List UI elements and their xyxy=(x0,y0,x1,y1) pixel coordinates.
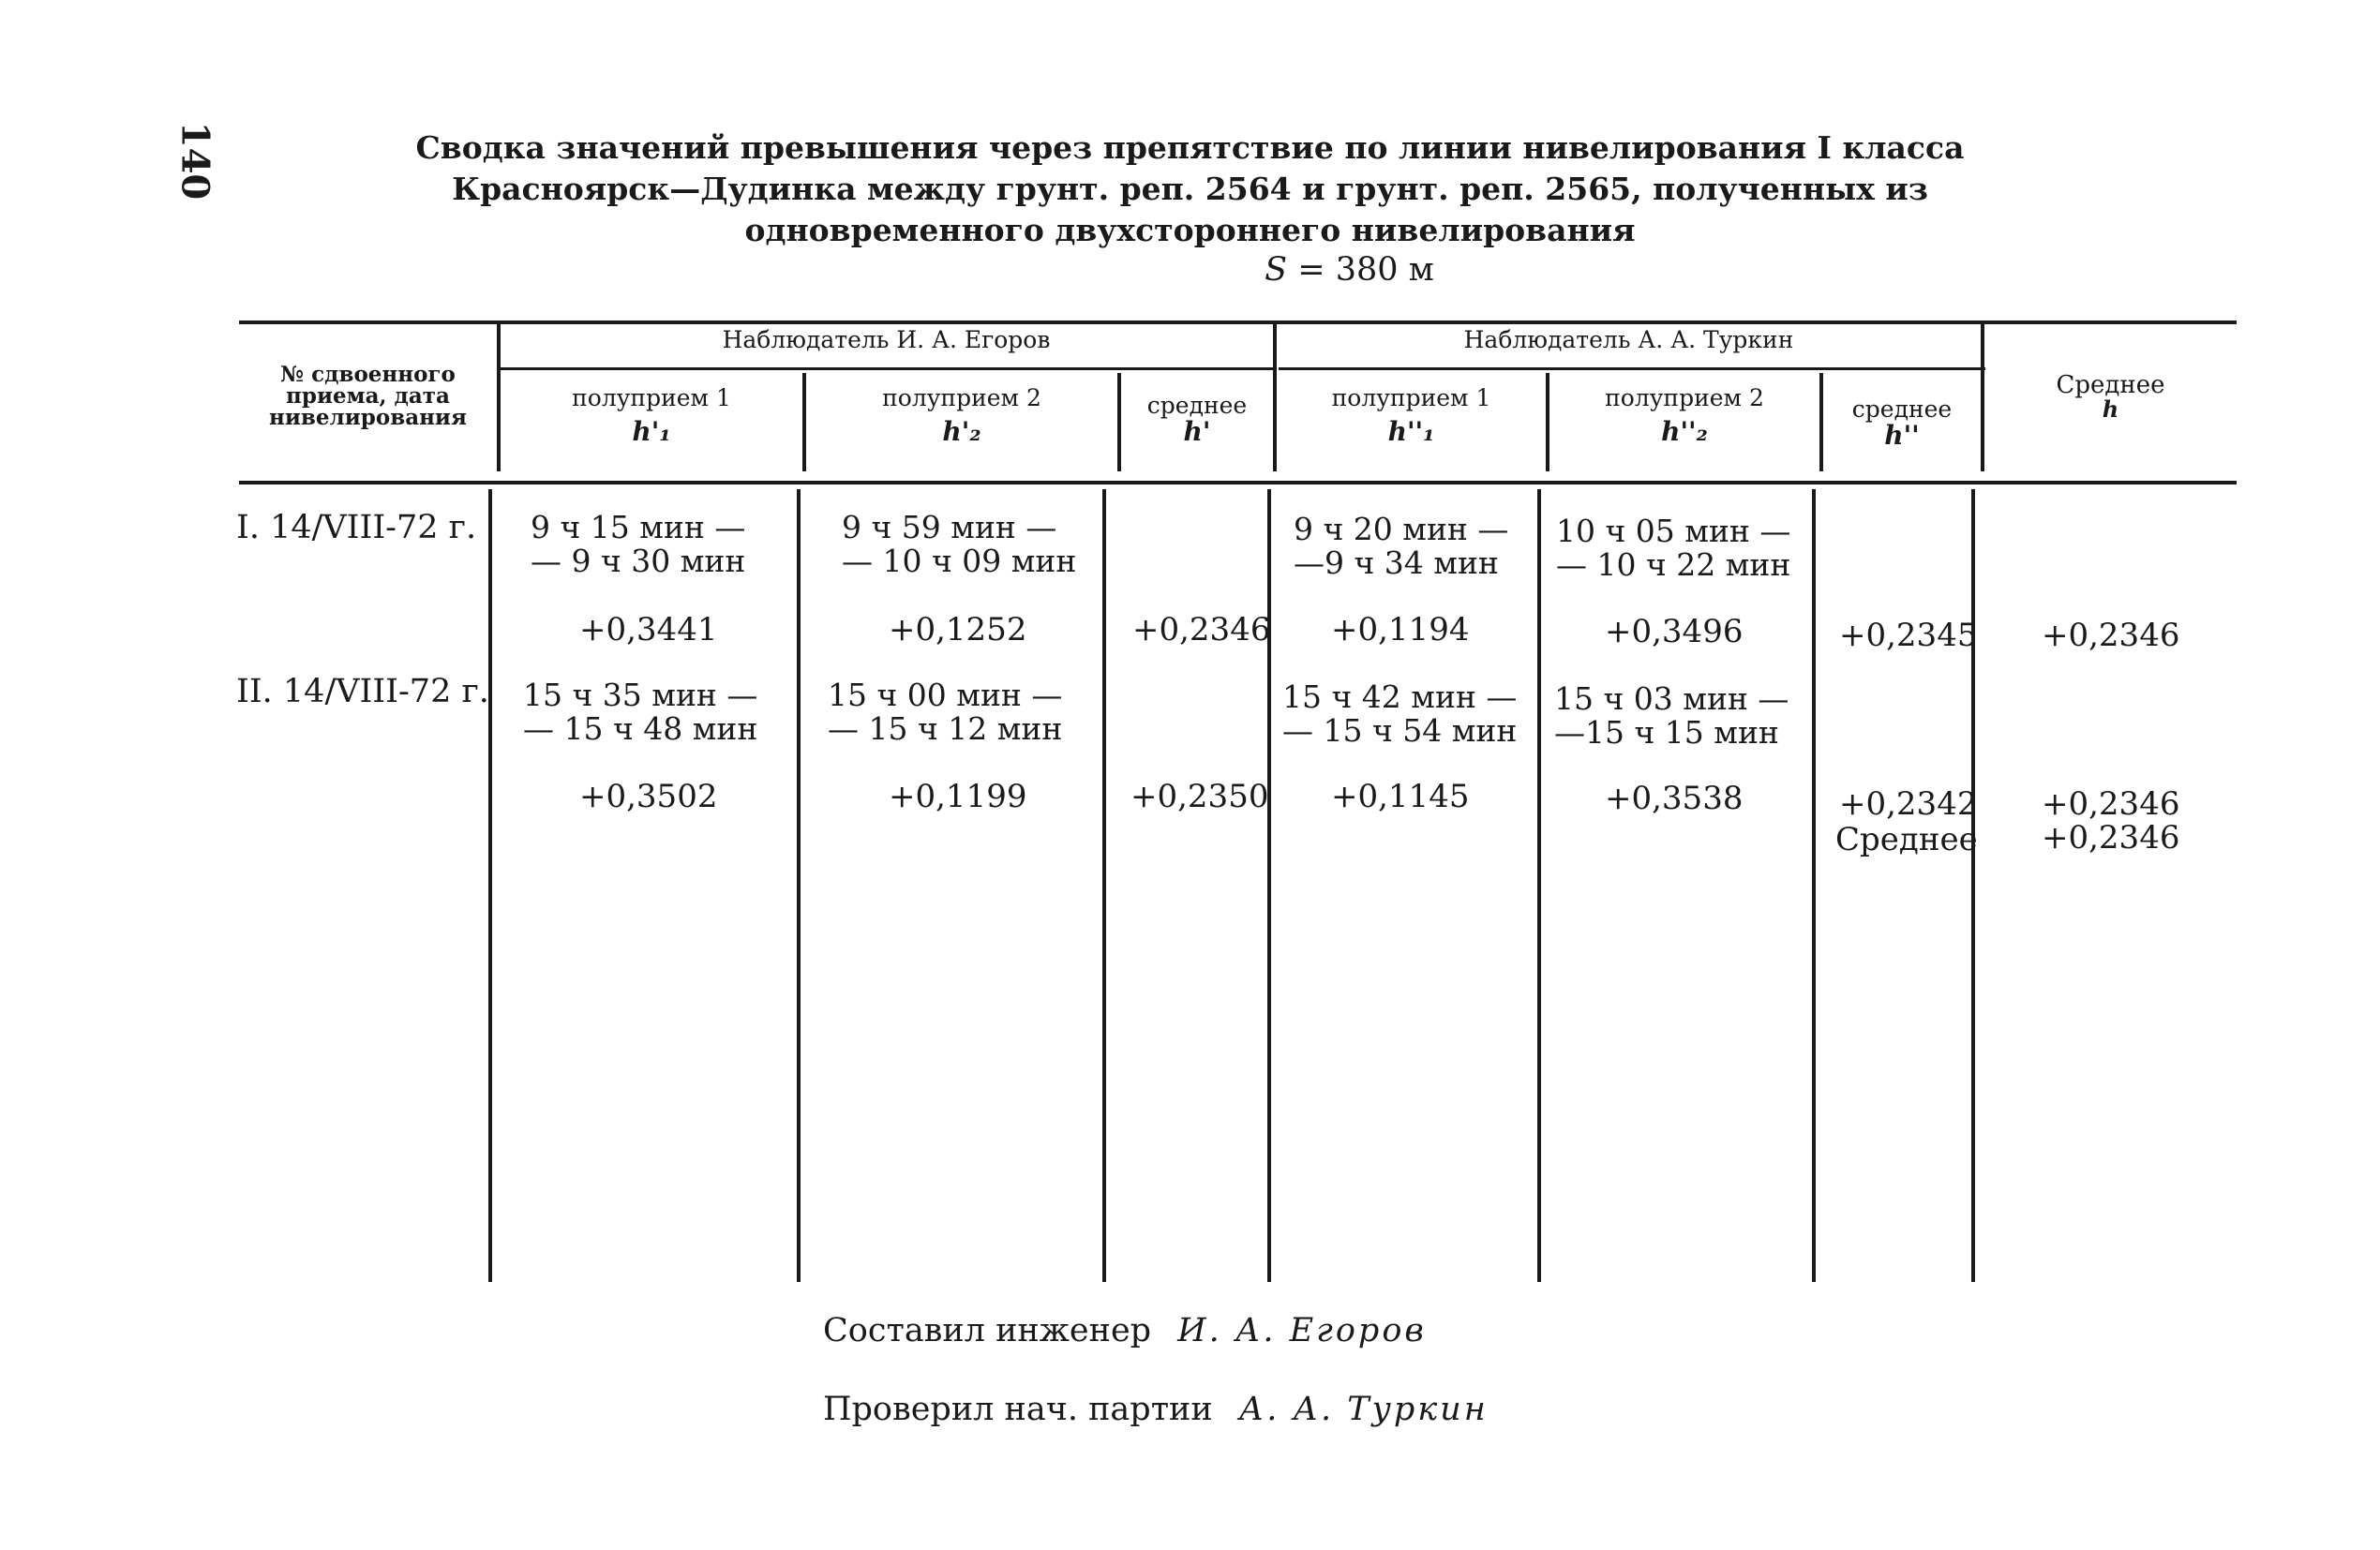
checked-name: А. А. Туркин xyxy=(1238,1391,1489,1428)
group-header-turkin: Наблюдатель А. А. Туркин xyxy=(1463,326,1794,353)
row-2-h-prime: +0,2350 xyxy=(1130,778,1269,815)
row-2-h-double: +0,2342 xyxy=(1839,785,1978,823)
row-2-time-h1-prime xyxy=(523,678,757,746)
overall-mean-value: +0,2346 xyxy=(2042,819,2180,857)
row-1-h1-double: +0,1194 xyxy=(1331,611,1470,648)
group-rule-right xyxy=(1279,367,1985,370)
signature-checked: Проверил нач. партии А. А. Туркин xyxy=(823,1391,1489,1428)
row-1-time-h1-prime-line-1: 9 ч 15 мин — xyxy=(531,509,746,545)
row-2-h-mean: +0,2346 xyxy=(2042,785,2180,823)
row-1-h-mean: +0,2346 xyxy=(2042,617,2180,654)
row-1-time-h1-double-line-2: —9 ч 34 мин xyxy=(1294,544,1499,581)
row-2-time-h2-double-line-2: —15 ч 15 мин xyxy=(1554,714,1779,751)
row-1-h-double: +0,2345 xyxy=(1839,617,1978,654)
page-number: 140 xyxy=(172,121,217,201)
row-1-h2-prime: +0,1252 xyxy=(889,611,1027,648)
row-2-time-h1-prime-line-2: — 15 ч 48 мин xyxy=(523,710,758,747)
row-2-time-h2-prime xyxy=(828,678,1062,746)
distance-value: = 380 м xyxy=(1297,251,1434,289)
row-2-time-h1-prime-line-1: 15 ч 35 мин — xyxy=(523,677,758,713)
row-1-id: I. 14/VIII-72 г. xyxy=(236,509,477,546)
row-2-time-h2-prime-line-2: — 15 ч 12 мин xyxy=(828,710,1063,747)
body-divider-6 xyxy=(1812,489,1816,1282)
row-2-time-h1-double-line-1: 15 ч 42 мин — xyxy=(1282,678,1518,715)
row-2-h1-double: +0,1145 xyxy=(1331,778,1470,815)
title-line-1: Сводка значений превышения через препятствие по линии нивелирования I класса xyxy=(415,129,1965,166)
row-1-h1-prime: +0,3441 xyxy=(579,611,718,648)
row-2-h2-prime: +0,1199 xyxy=(889,778,1027,815)
body-divider-5 xyxy=(1537,489,1541,1282)
col-header-h2-double: полуприем 2 h''₂ xyxy=(1605,384,1764,447)
table-top-rule xyxy=(239,320,2237,324)
col-header-h1-prime: полуприем 1 h'₁ xyxy=(572,384,731,447)
body-divider-3 xyxy=(1102,489,1106,1282)
row-2-time-h2-double-line-1: 15 ч 03 мин — xyxy=(1554,680,1789,717)
group-header-egorov: Наблюдатель И. А. Егоров xyxy=(722,326,1051,353)
body-divider-4 xyxy=(1267,489,1271,1282)
row-2-h2-double: +0,3538 xyxy=(1605,780,1744,817)
body-divider-2 xyxy=(797,489,801,1282)
row-1-time-h1-double xyxy=(1294,513,1508,580)
row-2-h1-prime: +0,3502 xyxy=(579,778,718,815)
col-header-h1-double: полуприем 1 h''₁ xyxy=(1331,384,1491,447)
signature-compiled: Составил инженер И. А. Егоров xyxy=(823,1312,1427,1349)
body-divider-7 xyxy=(1971,489,1975,1282)
compiled-name: И. А. Егоров xyxy=(1177,1312,1427,1349)
row-1-time-h1-double-line-1: 9 ч 20 мин — xyxy=(1294,511,1509,547)
col-header-h-mean: Среднее h xyxy=(2056,371,2165,423)
group-rule-left xyxy=(500,367,1273,370)
row-2-time-h1-double xyxy=(1282,680,1517,748)
header-bottom-rule xyxy=(239,481,2237,484)
row-1-time-h2-prime xyxy=(842,511,1076,578)
distance-line xyxy=(159,251,2380,289)
row-1-time-h2-double-line-2: — 10 ч 22 мин xyxy=(1556,546,1791,583)
row-1-time-h2-prime-line-2: — 10 ч 09 мин xyxy=(842,543,1077,579)
col-header-h-double: среднее h'' xyxy=(1851,395,1953,451)
row-1-time-h1-prime-line-2: — 9 ч 30 мин xyxy=(531,543,746,579)
body-divider-1 xyxy=(488,489,492,1282)
row-2-time-h2-double xyxy=(1554,682,1789,750)
row-2-time-h1-double-line-2: — 15 ч 54 мин xyxy=(1282,712,1518,749)
title-line-2: Красноярск—Дудинка между грунт. реп. 2564 и грунт. реп. 2565, полученных из xyxy=(452,171,1928,207)
distance-symbol: S xyxy=(1265,251,1288,289)
row-2-id: II. 14/VIII-72 г. xyxy=(236,673,489,710)
row-1-time-h2-double-line-1: 10 ч 05 мин — xyxy=(1556,513,1791,549)
row-1-h-prime: +0,2346 xyxy=(1132,611,1271,648)
col-header-h2-prime: полуприем 2 h'₂ xyxy=(882,384,1041,447)
row-1-time-h2-prime-line-1: 9 ч 59 мин — xyxy=(842,509,1057,545)
col-header-h-prime: среднее h' xyxy=(1146,392,1248,447)
title-line-3: одновременного двухстороннего нивелирования xyxy=(744,212,1636,248)
overall-mean-label: Среднее xyxy=(1835,821,1978,858)
row-1-h2-double: +0,3496 xyxy=(1605,613,1744,650)
row-1-time-h1-prime xyxy=(531,511,745,578)
row-1-time-h2-double xyxy=(1556,514,1790,582)
row-header: № сдвоенного приема, дата нивелирования xyxy=(269,362,467,430)
row-2-time-h2-prime-line-1: 15 ч 00 мин — xyxy=(828,677,1063,713)
